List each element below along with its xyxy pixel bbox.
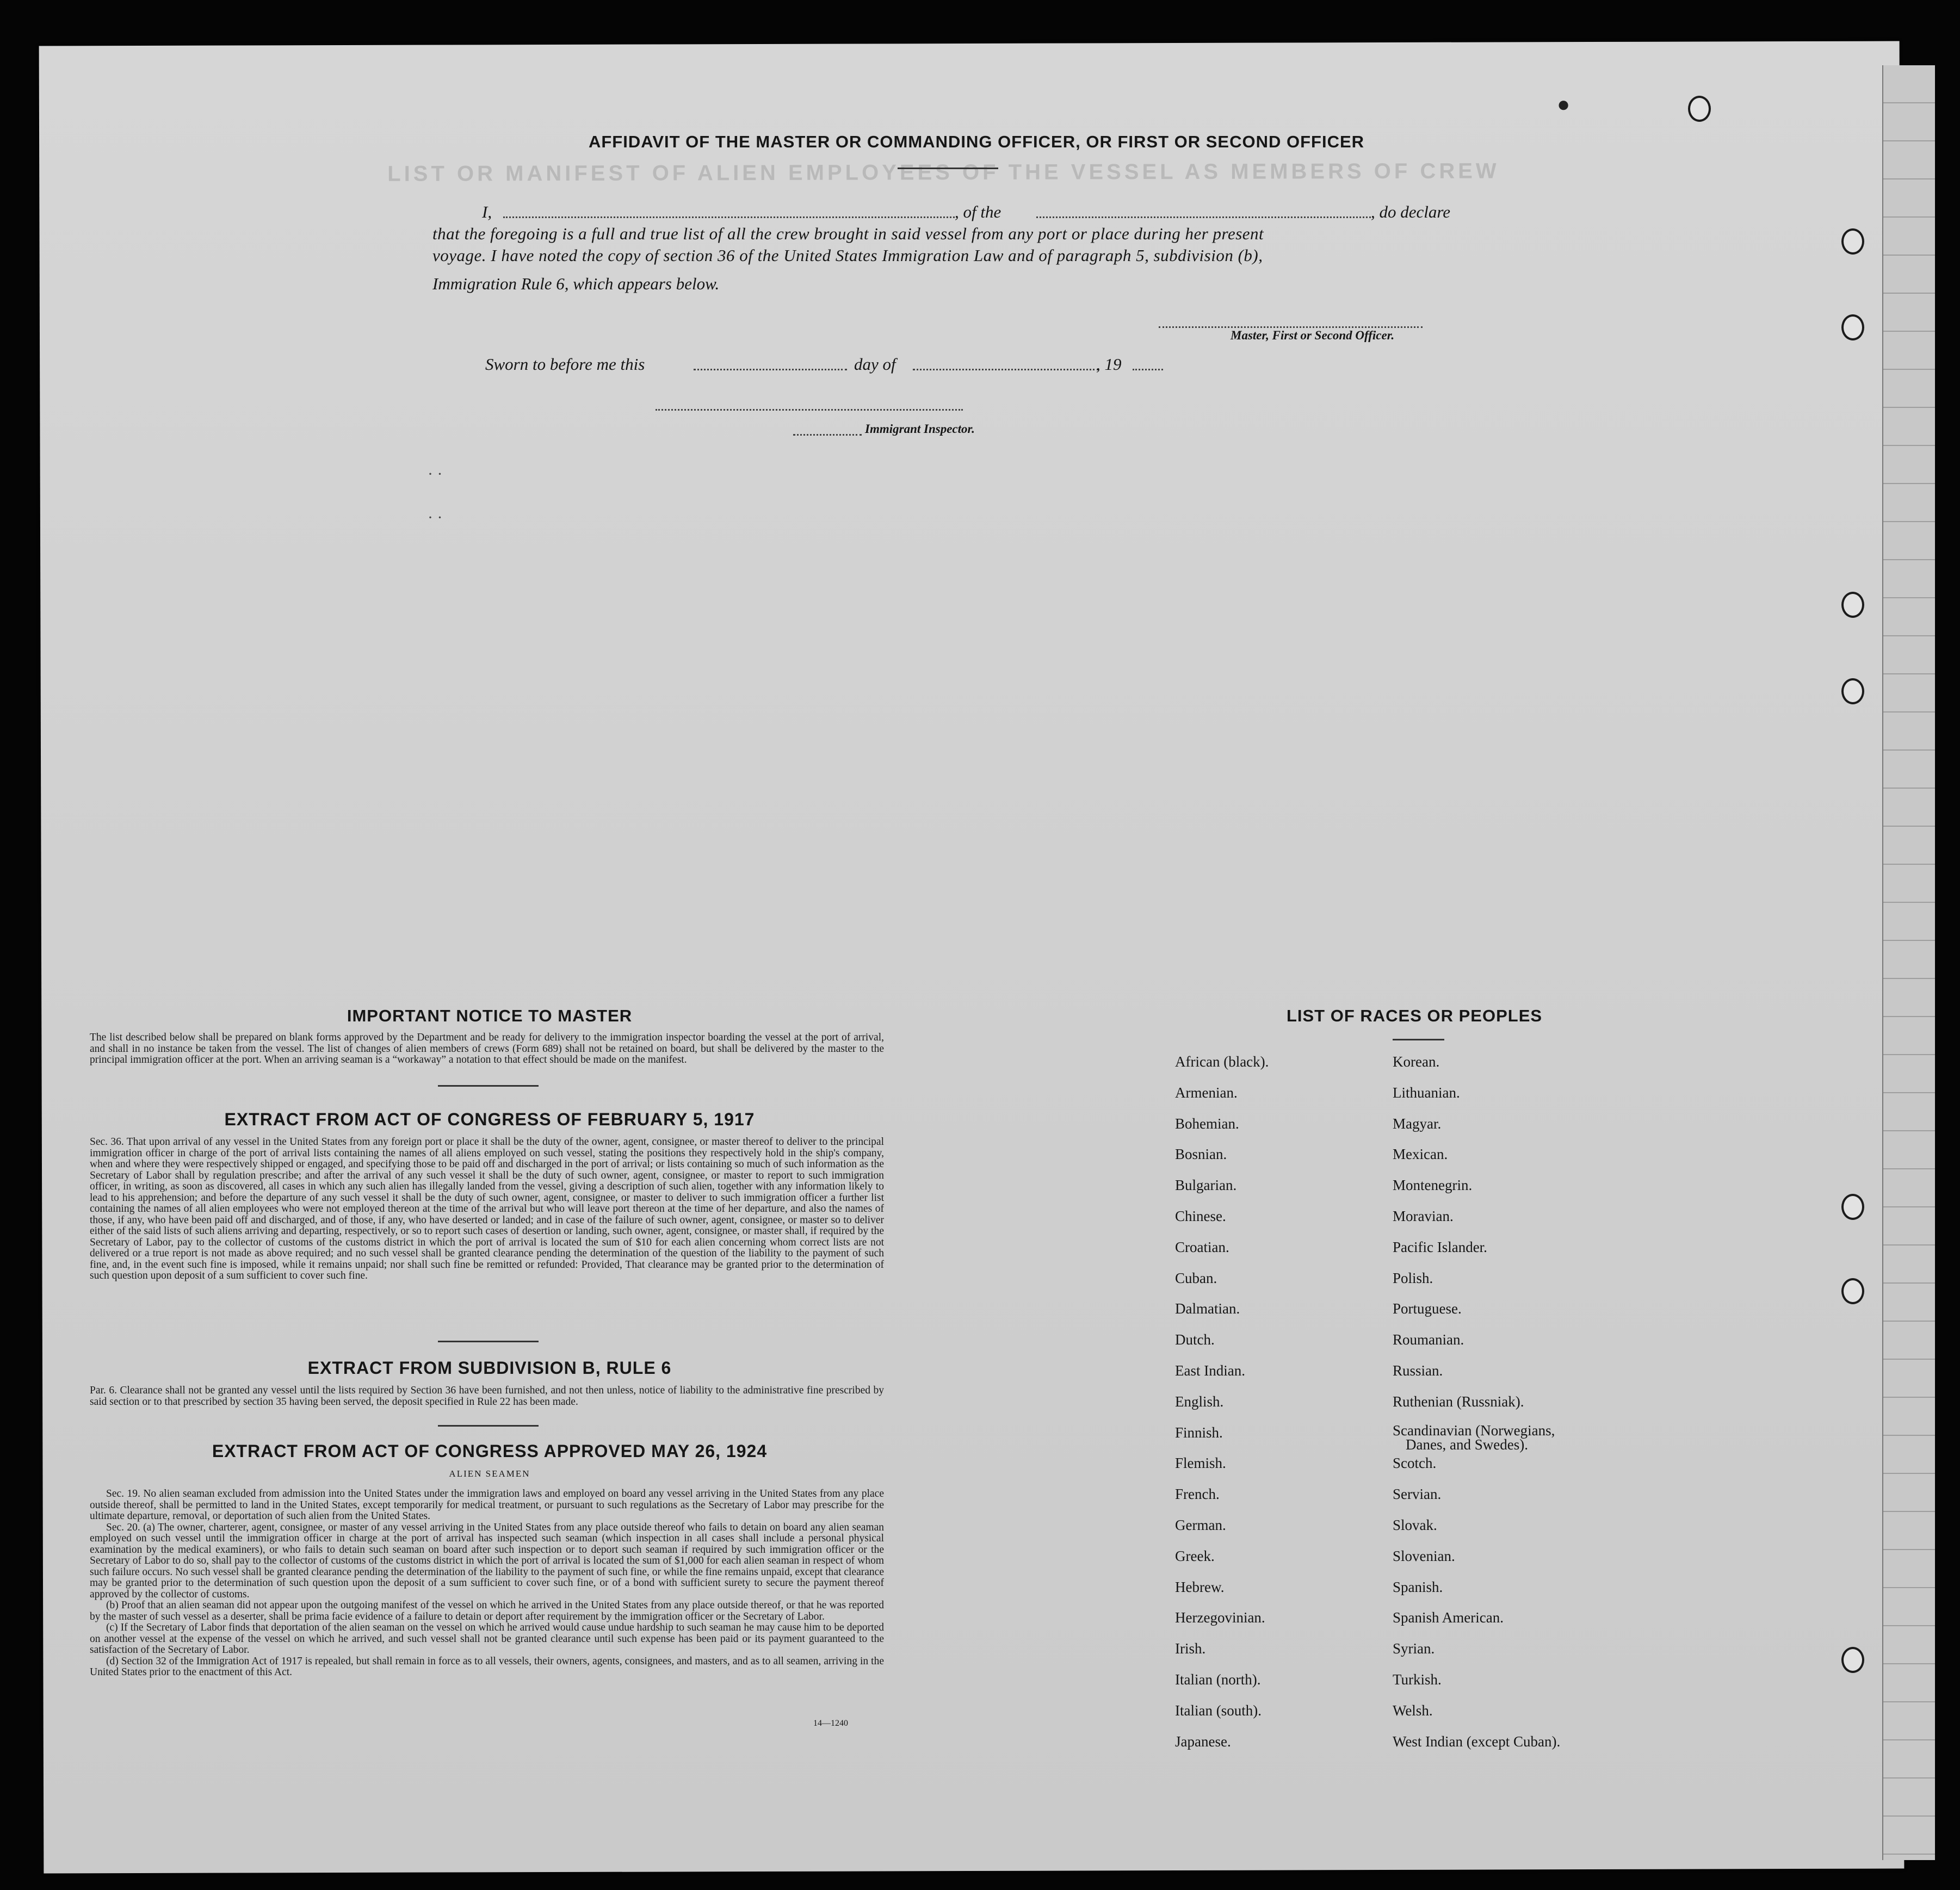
bleed-through-heading: LIST OR MANIFEST OF ALIEN EMPLOYEES OF THE VESSEL AS MEMBERS OF CREW xyxy=(387,159,1500,186)
extract-1924-subtitle: ALIEN SEAMEN xyxy=(449,1468,530,1479)
race-item: Servian. xyxy=(1393,1486,1442,1503)
race-item: Irish. xyxy=(1175,1640,1206,1657)
race-item: German. xyxy=(1175,1516,1226,1533)
stray-marks: · · xyxy=(428,465,443,483)
races-column-1 xyxy=(1175,1052,1269,1763)
race-item: Italian (north). xyxy=(1175,1671,1261,1688)
race-item: English. xyxy=(1175,1393,1224,1410)
master-name-field[interactable] xyxy=(503,216,955,218)
race-item: Finnish. xyxy=(1175,1424,1223,1441)
sworn-year-field[interactable] xyxy=(1133,369,1163,370)
race-item: East Indian. xyxy=(1175,1362,1245,1379)
extract-rule6-title: EXTRACT FROM SUBDIVISION B, RULE 6 xyxy=(307,1358,672,1378)
race-item: Cuban. xyxy=(1175,1269,1217,1286)
race-item: Moravian. xyxy=(1393,1207,1454,1224)
extract-1924-paragraph: (c) If the Secretary of Labor finds that deportation of the alien seaman on the vessel on which he arrived would cause undue hardship to such seaman he may cause him to be deported on another vessel at the expense of the vessel on which he arrived, and such vessel shall not be granted clearance until such expense has been paid or its payment guaranteed to the satisfaction of the Secretary of Labor. xyxy=(90,1622,884,1656)
race-item: Ruthenian (Russniak). xyxy=(1393,1393,1524,1410)
race-item: Greek. xyxy=(1175,1547,1215,1564)
race-item: Dalmatian. xyxy=(1175,1300,1240,1317)
punch-hole-icon xyxy=(1688,96,1711,122)
extract-1924-paragraph: (b) Proof that an alien seaman did not appear upon the outgoing manifest of the vessel on which he arrived in the United States from any place outside thereof, or that he was reported by the master of such vessel as a deserter, shall be prima facie evidence of a failure to detain or deport after requirement by the immigration officer or the Secretary of Labor. xyxy=(90,1600,884,1622)
sworn-year-label: , 19 xyxy=(1096,355,1122,374)
race-item: Armenian. xyxy=(1175,1084,1238,1101)
sworn-day-label: day of xyxy=(854,355,896,374)
punch-hole-icon xyxy=(1841,1647,1864,1673)
punch-hole-icon xyxy=(1841,592,1864,618)
extract-1924-body xyxy=(90,1489,884,1706)
race-item: Scotch. xyxy=(1393,1455,1437,1472)
extract-1917-text: Sec. 36. That upon arrival of any vessel in the United States from any foreign port or place it shall be the duty of the owner, agent, consignee, or master thereof to deliver to the principal immigration officer in charge of the port of arrival lists containing the names of all aliens employed on such vessel, stating the positions they respectively hold in the ship's company, when and where they were respectively shipped or engaged, and specifying those to be paid off and discharged in the port of arrival; or lists containing so much of such information as the Secretary of Labor shall by regulation prescribe; and after the arrival of any such vessel it shall be the duty of such owner, agent, consignee, or master to report to such immigration officer, in writing, as soon as discovered, all cases in which any such alien has illegally landed from the vessel, giving a description of such alien, together with any information likely to lead to his apprehension; and before the departure of any such vessel it shall be the duty of such owner, agent, consignee, or master to deliver to such immigration officer a further list containing the names of all alien employees who were not employed thereon at the time of the arrival but who will leave port thereon at the time of her departure, and also the names of those, if any, who have been paid off and discharged, and of those, if any, who have deserted or landed; and in case of the failure of such owner, agent, consignee, or master so to deliver either of the said lists of such aliens arriving and departing, respectively, or so to report such cases of desertion or landing, such owner, agent, consignee, or master shall, if required by the Secretary of Labor, pay to the collector of customs of the customs district in which the port of arrival is located the sum of $10 for each alien concerning whom correct lists are not delivered or a true report is not made as above required; and no such vessel shall be granted clearance pending the determination of the question of the liability to the payment of such fine, and, in the event such fine is imposed, while it remains unpaid; nor shall such fine be remitted or refunded: Provided, That clearance may be granted prior to the determination of such question upon deposit of a sum sufficient to cover such fine. xyxy=(90,1137,884,1281)
extract-1924-paragraph: Sec. 19. No alien seaman excluded from admission into the United States under the immigration laws and employed on board any vessel arriving in the United States from any place outside thereof, shall be permitted to land in the United States, except temporarily for medical treatment, or pursuant to such regulations as the Secretary of Labor may prescribe for the ultimate departure, removal, or deportation of such alien from the United States. xyxy=(90,1489,884,1522)
affidavit-declare-label: , do declare xyxy=(1371,202,1451,221)
race-item: Polish. xyxy=(1393,1269,1433,1286)
notice-rule xyxy=(438,1085,539,1087)
extract-1917-rule xyxy=(438,1341,539,1342)
race-item: Slovak. xyxy=(1393,1516,1437,1533)
race-item: Roumanian. xyxy=(1393,1331,1464,1348)
extract-1917-title: EXTRACT FROM ACT OF CONGRESS OF FEBRUARY 5, 1917 xyxy=(224,1110,755,1129)
race-item: Croatian. xyxy=(1175,1238,1229,1255)
notice-title: IMPORTANT NOTICE TO MASTER xyxy=(347,1006,633,1025)
race-item: Dutch. xyxy=(1175,1331,1215,1348)
races-title: LIST OF RACES OR PEOPLES xyxy=(1286,1006,1543,1025)
race-item: Chinese. xyxy=(1175,1207,1226,1224)
master-signature-field[interactable] xyxy=(1159,326,1423,328)
race-item: Slovenian. xyxy=(1393,1547,1455,1564)
race-item: Spanish American. xyxy=(1393,1609,1504,1626)
affidavit-line-4: Immigration Rule 6, which appears below. xyxy=(432,274,720,293)
sworn-day-field[interactable] xyxy=(694,369,847,370)
race-item: Bulgarian. xyxy=(1175,1177,1237,1194)
race-item: Flemish. xyxy=(1175,1455,1226,1472)
underlying-page-edge xyxy=(1882,65,1935,1860)
punch-hole-icon xyxy=(1841,1278,1864,1304)
form-number: 14—1240 xyxy=(813,1719,848,1728)
race-item: Japanese. xyxy=(1175,1733,1231,1750)
extract-1924-paragraph: Sec. 20. (a) The owner, charterer, agent, consignee, or master of any vessel arriving in the United States from any place outside thereof who fails to detain on board any alien seaman employed on such vessel until the immigration officer in charge at the port of arrival has inspected such seaman (which inspection in all cases shall include a personal physical examination by the medical examiners), or who fails to detain such seaman on board after such inspection or to deport such seaman if required by such immigration officer or the Secretary of Labor to do so, shall pay to the collector of customs of the customs district in which the port of arrival is located the sum of $1,000 for each alien seaman in respect of whom such failure occurs. No such vessel shall be granted clearance pending the determination of the liability to the payment of such fine, or while the fine remains unpaid, except that clearance may be granted prior to the determination of such question upon the deposit of a sum sufficient to cover such fine, or of a bond with sufficient surety to secure the payment thereof approved by the collector of customs. xyxy=(90,1521,884,1600)
extract-1924-title: EXTRACT FROM ACT OF CONGRESS APPROVED MAY 26, 1924 xyxy=(212,1441,768,1461)
race-item: Spanish. xyxy=(1393,1578,1443,1595)
race-item: Welsh. xyxy=(1393,1702,1433,1719)
race-item-scandinavian xyxy=(1393,1423,1560,1454)
race-item: French. xyxy=(1175,1486,1220,1503)
affidavit-title-rule xyxy=(898,168,998,169)
race-item: Bohemian. xyxy=(1175,1115,1239,1132)
race-item-continuation: Danes, and Swedes). xyxy=(1406,1436,1528,1453)
race-item: Pacific Islander. xyxy=(1393,1238,1487,1255)
sworn-label: Sworn to before me this xyxy=(485,355,645,374)
affidavit-i-label: I, xyxy=(482,202,492,221)
affidavit-title: AFFIDAVIT OF THE MASTER OR COMMANDING OFFICER, OR FIRST OR SECOND OFFICER xyxy=(588,132,1365,151)
race-item: West Indian (except Cuban). xyxy=(1393,1733,1561,1750)
extract-1924-paragraph: (d) Section 32 of the Immigration Act of 1917 is repealed, but shall remain in force as to all vessels, their owners, agents, consignees, and masters, and as to all seamen, arriving in the United States prior to the enactment of this Act. xyxy=(90,1655,884,1678)
stamp-mark-icon: ● xyxy=(1557,92,1571,116)
race-item: Lithuanian. xyxy=(1393,1084,1460,1101)
punch-hole-icon xyxy=(1841,228,1864,255)
vessel-name-field[interactable] xyxy=(1036,216,1371,218)
race-item: Italian (south). xyxy=(1175,1702,1262,1719)
race-item: Herzegovinian. xyxy=(1175,1609,1265,1626)
stray-marks: · · xyxy=(428,509,443,526)
race-item: Syrian. xyxy=(1393,1640,1435,1657)
sworn-month-field[interactable] xyxy=(913,369,1099,370)
affidavit-line-2: that the foregoing is a full and true list of all the crew brought in said vessel from any port or place during her present xyxy=(432,224,1264,243)
punch-hole-icon xyxy=(1841,314,1864,340)
race-item: Portuguese. xyxy=(1393,1300,1462,1317)
race-item: African (black). xyxy=(1175,1054,1269,1070)
race-item: Magyar. xyxy=(1393,1115,1442,1132)
inspector-name-leader xyxy=(793,434,862,436)
race-item: Bosnian. xyxy=(1175,1146,1227,1163)
affidavit-of-the-label: , of the xyxy=(955,202,1001,221)
notice-text: The list described below shall be prepared on blank forms approved by the Department and be ready for delivery to the immigration inspector boarding the vessel at the port of arrival, and shall in no instance be taken from the vessel. The list of changes of alien members of crews (Form 689) shall not be retained on board, but shall be delivered by the master to the principal immigration officer at the port. When an arriving seaman is a “workaway” a notation to that effect should be made on the manifest. xyxy=(90,1032,884,1065)
race-item: Russian. xyxy=(1393,1362,1443,1379)
race-item: Korean. xyxy=(1393,1054,1440,1070)
race-item: Scandinavian (Norwegians, xyxy=(1393,1422,1555,1439)
punch-hole-icon xyxy=(1841,678,1864,704)
race-item: Montenegrin. xyxy=(1393,1177,1473,1194)
master-signature-label: Master, First or Second Officer. xyxy=(1231,329,1395,342)
punch-hole-icon xyxy=(1841,1194,1864,1220)
inspector-label: Immigrant Inspector. xyxy=(865,422,975,436)
race-item: Hebrew. xyxy=(1175,1578,1225,1595)
race-item: Turkish. xyxy=(1393,1671,1442,1688)
extract-rule6-rule xyxy=(438,1425,539,1427)
race-item: Mexican. xyxy=(1393,1146,1448,1163)
affidavit-line-3: voyage. I have noted the copy of section 36 of the United States Immigration Law and of paragraph 5, subdivision (b), xyxy=(432,246,1263,265)
inspector-signature-field[interactable] xyxy=(656,409,963,411)
races-column-2 xyxy=(1393,1052,1560,1763)
races-rule xyxy=(1393,1039,1444,1040)
extract-rule6-text: Par. 6. Clearance shall not be granted any vessel until the lists required by Section 36 have been furnished, and not then unless, notice of liability to the administrative fine prescribed by said section or to that prescribed by section 35 having been served, the deposit specified in Rule 22 has been made. xyxy=(90,1385,884,1408)
